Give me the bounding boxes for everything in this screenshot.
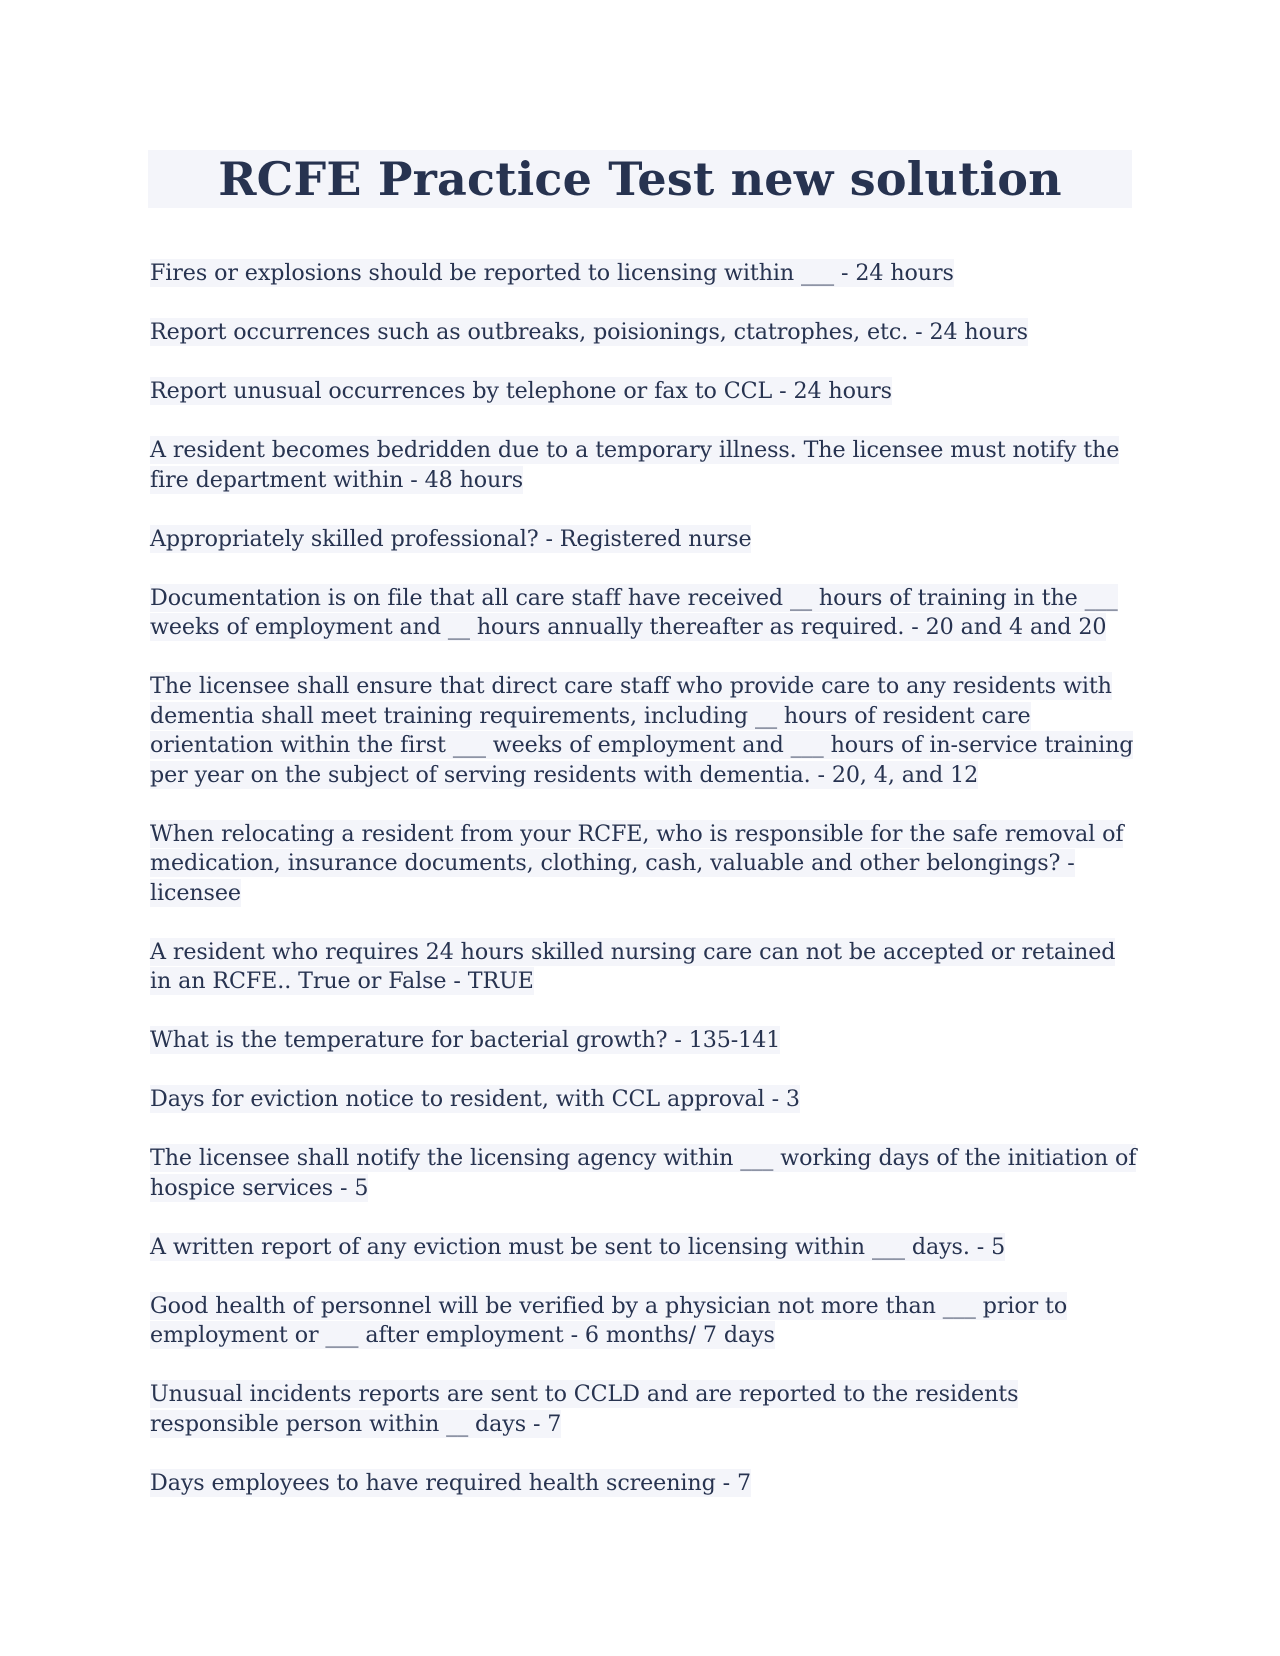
qa-text: A resident who requires 24 hours skilled nursing care can not be accepted or retained in an RCFE.. True or False - TRUE bbox=[150, 938, 1116, 994]
qa-text: When relocating a resident from your RCFE, who is responsible for the safe removal of medication, insurance documents, clothing, cash, valuable and other belongings? - licensee bbox=[150, 820, 1124, 906]
qa-item bbox=[150, 259, 1140, 289]
qa-text: What is the temperature for bacterial growth? - 135-141 bbox=[150, 1027, 781, 1053]
qa-text: The licensee shall ensure that direct care staff who provide care to any residents with dementia shall meet training requirements, including __ hours of resident care orientation within the first ___ weeks of employment and ___ hours of in-service training per year on the subject of serving residents with dementia. - 20, 4, and 12 bbox=[150, 673, 1134, 788]
qa-text: Appropriately skilled professional? - Registered nurse bbox=[150, 525, 752, 552]
qa-text: Fires or explosions should be reported to licensing within ___ - 24 hours bbox=[150, 260, 954, 286]
qa-item bbox=[150, 672, 1140, 790]
qa-item bbox=[150, 584, 1140, 643]
qa-item bbox=[150, 1144, 1140, 1203]
qa-text: A written report of any eviction must be sent to licensing within ___ days. - 5 bbox=[150, 1233, 1006, 1260]
qa-item bbox=[150, 1469, 1140, 1499]
qa-item bbox=[150, 1292, 1140, 1351]
qa-text: Unusual incidents reports are sent to CCLD and are reported to the residents responsible person within __ days - 7 bbox=[150, 1381, 1019, 1437]
qa-item bbox=[150, 377, 1140, 407]
qa-text: Report occurrences such as outbreaks, poisionings, ctatrophes, etc. - 24 hours bbox=[150, 319, 1028, 345]
qa-item bbox=[150, 1233, 1140, 1263]
qa-text: Documentation is on file that all care staff have received __ hours of training in the ___ weeks of employment and __ hours annually thereafter as required. - 20 and 4 and 20 bbox=[150, 584, 1118, 640]
qa-item bbox=[150, 525, 1140, 555]
qa-item bbox=[150, 1085, 1140, 1115]
qa-item bbox=[150, 318, 1140, 348]
qa-text: The licensee shall notify the licensing agency within ___ working days of the initiation of hospice services - 5 bbox=[150, 1145, 1137, 1201]
question-answer-list bbox=[150, 259, 1140, 1528]
title-banner bbox=[148, 150, 1132, 208]
qa-item bbox=[150, 1380, 1140, 1439]
document-title: RCFE Practice Test new solution bbox=[218, 152, 1062, 206]
qa-text: Report unusual occurrences by telephone or fax to CCL - 24 hours bbox=[150, 378, 892, 404]
qa-text: Days for eviction notice to resident, with CCL approval - 3 bbox=[150, 1086, 800, 1112]
qa-item bbox=[150, 1026, 1140, 1056]
qa-item bbox=[150, 436, 1140, 495]
qa-text: Good health of personnel will be verified by a physician not more than ___ prior to employment or ___ after employment - 6 months/ 7 days bbox=[150, 1292, 1068, 1348]
qa-text: A resident becomes bedridden due to a temporary illness. The licensee must notify the fire department within - 48 hours bbox=[150, 437, 1120, 493]
qa-item bbox=[150, 820, 1140, 909]
qa-item bbox=[150, 938, 1140, 997]
qa-text: Days employees to have required health screening - 7 bbox=[150, 1469, 752, 1496]
